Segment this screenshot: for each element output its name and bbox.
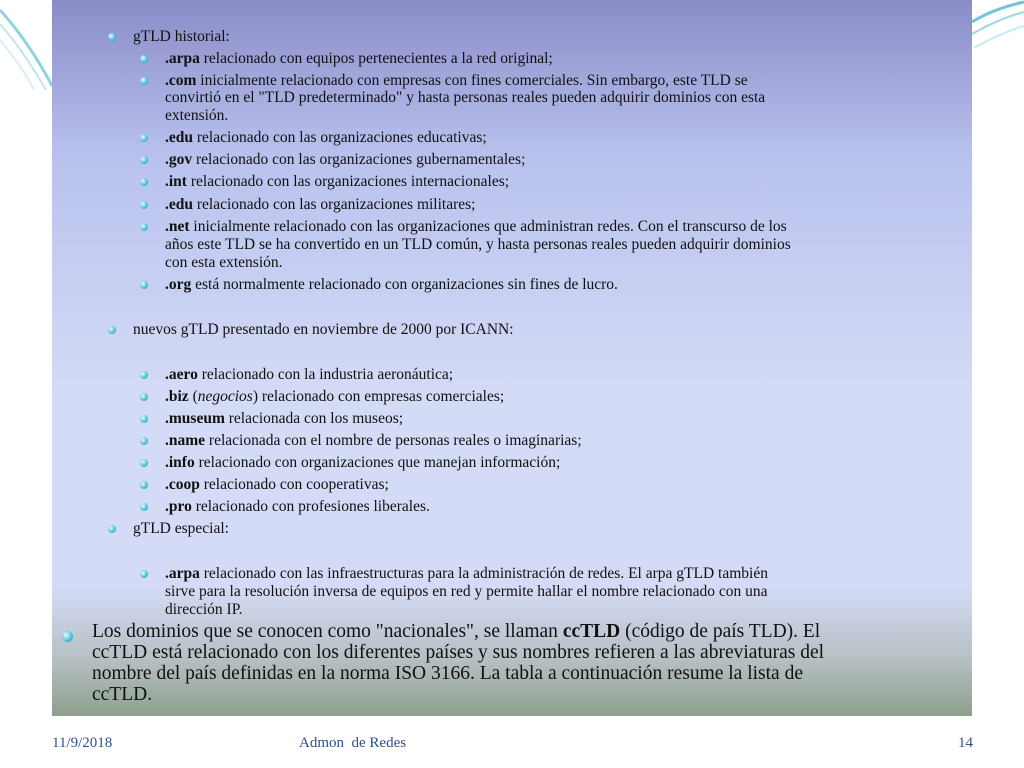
item-text: gTLD historial: [133,28,230,45]
bullet-icon [140,156,148,164]
list-item [165,454,560,472]
domain-term: .org [165,276,192,293]
list-item [165,276,618,294]
paragraph-text: (código de país TLD). El [620,621,821,642]
list-item [165,173,509,191]
list-item-continuation [165,89,765,107]
item-text: relacionado con las infraestructuras para la administración de redes. El arpa gTLD también [199,565,768,582]
paragraph-text: Los dominios que se conocen como "nacionales", se llaman [92,621,563,642]
cctld-term: ccTLD [562,621,621,642]
footer-date: 11/9/2018 [52,735,113,751]
domain-term: .aero [165,366,198,383]
bullet-icon [140,178,148,186]
list-heading [133,520,229,538]
item-text: ) relacionado con empresas comerciales; [252,388,505,405]
item-text: relacionado con las organizaciones internacionales; [186,173,510,190]
list-item [165,476,389,494]
bullet-icon [140,55,148,63]
list-item-continuation [165,107,228,125]
item-text: relacionado con organizaciones que manejan información; [194,454,561,471]
list-heading [133,321,514,339]
bullet-icon [140,223,148,231]
domain-term: .pro [165,498,192,515]
domain-term: .museum [165,410,225,427]
item-text: relacionado con las organizaciones militares; [193,196,476,213]
list-item [165,129,487,147]
list-item-continuation [165,236,791,254]
list-item [165,410,403,428]
domain-term: .biz [165,388,189,405]
bullet-icon [140,201,148,209]
domain-term: .edu [165,129,193,146]
list-item [165,366,453,384]
domain-term: .edu [165,196,193,213]
bullet-icon [140,503,148,511]
domain-term: .com [165,72,197,89]
item-text: relacionado con las organizaciones gubernamentales; [192,151,526,168]
list-item [165,388,504,406]
bullet-icon [140,437,148,445]
bullet-icon [140,459,148,467]
item-text: relacionada con el nombre de personas reales o imaginarias; [205,432,582,449]
bullet-icon [62,631,73,642]
domain-term: .gov [165,151,193,168]
item-text: relacionado con las organizaciones educativas; [193,129,487,146]
cctld-paragraph-line-1 [92,621,820,642]
item-text: relacionado con cooperativas; [199,476,389,493]
item-text: extensión. [165,107,229,124]
item-text: años este TLD se ha convertido en un TLD común, y hasta personas reales pueden adquirir dominios [165,236,791,253]
list-item [165,565,768,583]
item-text: relacionado con equipos pertenecientes a la red original; [199,50,553,67]
item-text: está normalmente relacionado con organizaciones sin fines de lucro. [191,276,618,293]
decorative-swoosh-right [972,0,1024,60]
cctld-paragraph-line-2: ccTLD está relacionado con los diferentes países y sus nombres refieren a las abreviaturas del [92,642,825,663]
bullet-icon [140,134,148,142]
bullet-icon [140,415,148,423]
domain-term: .name [165,432,206,449]
item-text: convirtió en el "TLD predeterminado" y hasta personas reales pueden adquirir dominios con esta [165,89,766,106]
list-item-continuation [165,601,242,619]
list-heading [133,28,230,46]
footer-page-number: 14 [958,735,973,751]
item-text: relacionada con los museos; [224,410,404,427]
item-italic: negocios [197,388,253,405]
item-text: inicialmente relacionado con las organizaciones que administran redes. Con el transcurso de los [189,218,787,235]
item-text: relacionado con la industria aeronáutica; [197,366,454,383]
item-text: ( [188,388,198,405]
list-item [165,498,430,516]
bullet-icon [140,371,148,379]
bullet-icon [108,326,116,334]
list-item-continuation [165,583,768,601]
decorative-swoosh-left [0,0,52,90]
footer-title: Admon de Redes [299,735,407,751]
bullet-icon [140,481,148,489]
domain-term: .arpa [165,50,200,67]
item-text: nuevos gTLD presentado en noviembre de 2000 por ICANN: [133,321,514,338]
list-item [165,218,787,236]
item-text: dirección IP. [165,601,243,618]
list-item [165,196,475,214]
bullet-icon [140,570,148,578]
domain-term: .int [165,173,187,190]
bullet-icon [140,77,148,85]
bullet-icon [140,393,148,401]
domain-term: .arpa [165,565,200,582]
list-item [165,50,553,68]
domain-term: .coop [165,476,200,493]
list-item [165,72,748,90]
bullet-icon [140,281,148,289]
list-item-continuation [165,254,283,272]
bullet-icon [108,33,116,41]
item-text: gTLD especial: [133,520,229,537]
cctld-paragraph-line-3: nombre del país definidas en la norma ISO 3166. La tabla a continuación resume la lista de [92,663,803,684]
list-item [165,432,582,450]
item-text: relacionado con profesiones liberales. [191,498,430,515]
item-text: inicialmente relacionado con empresas con fines comerciales. Sin embargo, este TLD se [196,72,748,89]
domain-term: .info [165,454,195,471]
item-text: con esta extensión. [165,254,283,271]
cctld-paragraph-line-4: ccTLD. [92,684,153,705]
bullet-icon [108,525,116,533]
domain-term: .net [165,218,190,235]
item-text: sirve para la resolución inversa de equipos en red y permite hallar el nombre relacionado con una [165,583,768,600]
list-item [165,151,525,169]
